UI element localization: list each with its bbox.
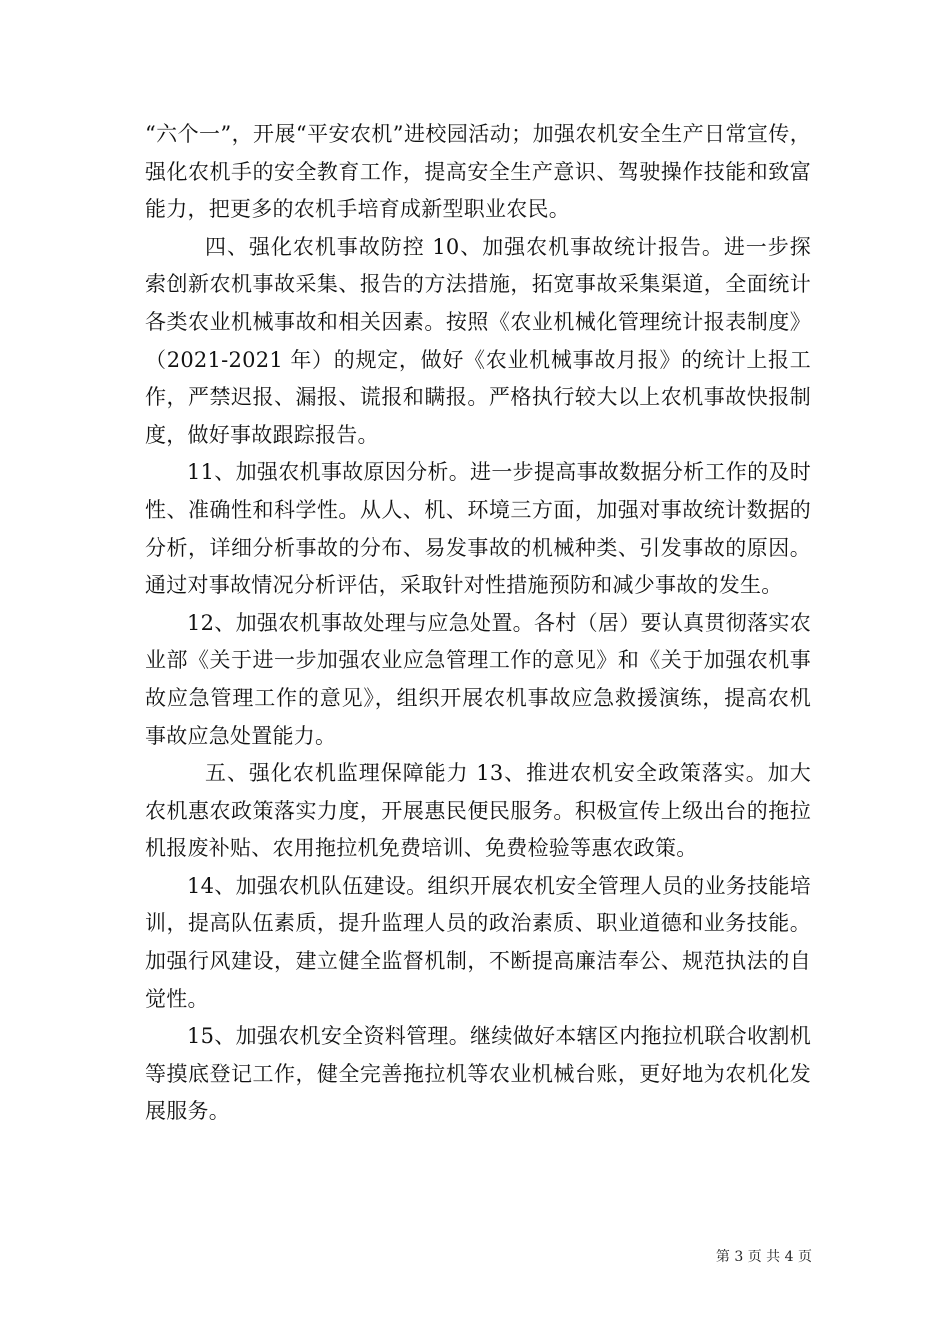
paragraph-accident-statistics: 四、强化农机事故防控 10、加强农机事故统计报告。进一步探索创新农机事故采集、报告的方法措施，拓宽事故采集渠道，全面统计各类农业机械事故和相关因素。按照《农业机械化管理统计报表制度》（2021-2021 年）的规定，做好《农业机械事故月报》的统计上报工作，严禁迟报、漏报、谎报和瞒报。严格执行较大以上农机事故快报制度，做好事故跟踪报告。 [145, 234, 811, 447]
paragraph-safety-education: “六个一”，开展“平安农机”进校园活动；加强农机安全生产日常宣传，强化农机手的安全教育工作，提高安全生产意识、驾驶操作技能和致富能力，把更多的农机手培育成新型职业农民。 [145, 122, 811, 222]
paragraph-policy-implementation: 五、强化农机监理保障能力 13、推进农机安全政策落实。加大农机惠农政策落实力度，开展惠民便民服务。积极宣传上级出台的拖拉机报废补贴、农用拖拉机免费培训、免费检验等惠农政策。 [145, 761, 811, 861]
paragraph-team-building: 14、加强农机队伍建设。组织开展农机安全管理人员的业务技能培训，提高队伍素质，提升监理人员的政治素质、职业道德和业务技能。加强行风建设，建立健全监督机制，不断提高廉洁奉公、规范执法的自觉性。 [145, 873, 811, 1011]
paragraph-records-management: 15、加强农机安全资料管理。继续做好本辖区内拖拉机联合收割机等摸底登记工作，健全完善拖拉机等农业机械台账，更好地为农机化发展服务。 [145, 1024, 811, 1124]
document-body [145, 116, 811, 1131]
paragraph-accident-analysis: 11、加强农机事故原因分析。进一步提高事故数据分析工作的及时性、准确性和科学性。从人、机、环境三方面，加强对事故统计数据的分析，详细分析事故的分布、易发事故的机械种类、引发事故的原因。通过对事故情况分析评估，采取针对性措施预防和减少事故的发生。 [145, 460, 811, 598]
paragraph-emergency-handling: 12、加强农机事故处理与应急处置。各村（居）要认真贯彻落实农业部《关于进一步加强农业应急管理工作的意见》和《关于加强农机事故应急管理工作的意见》，组织开展农机事故应急救援演练，提高农机事故应急处置能力。 [145, 610, 811, 748]
page-number: 第 3 页 共 4 页 [715, 1249, 812, 1265]
